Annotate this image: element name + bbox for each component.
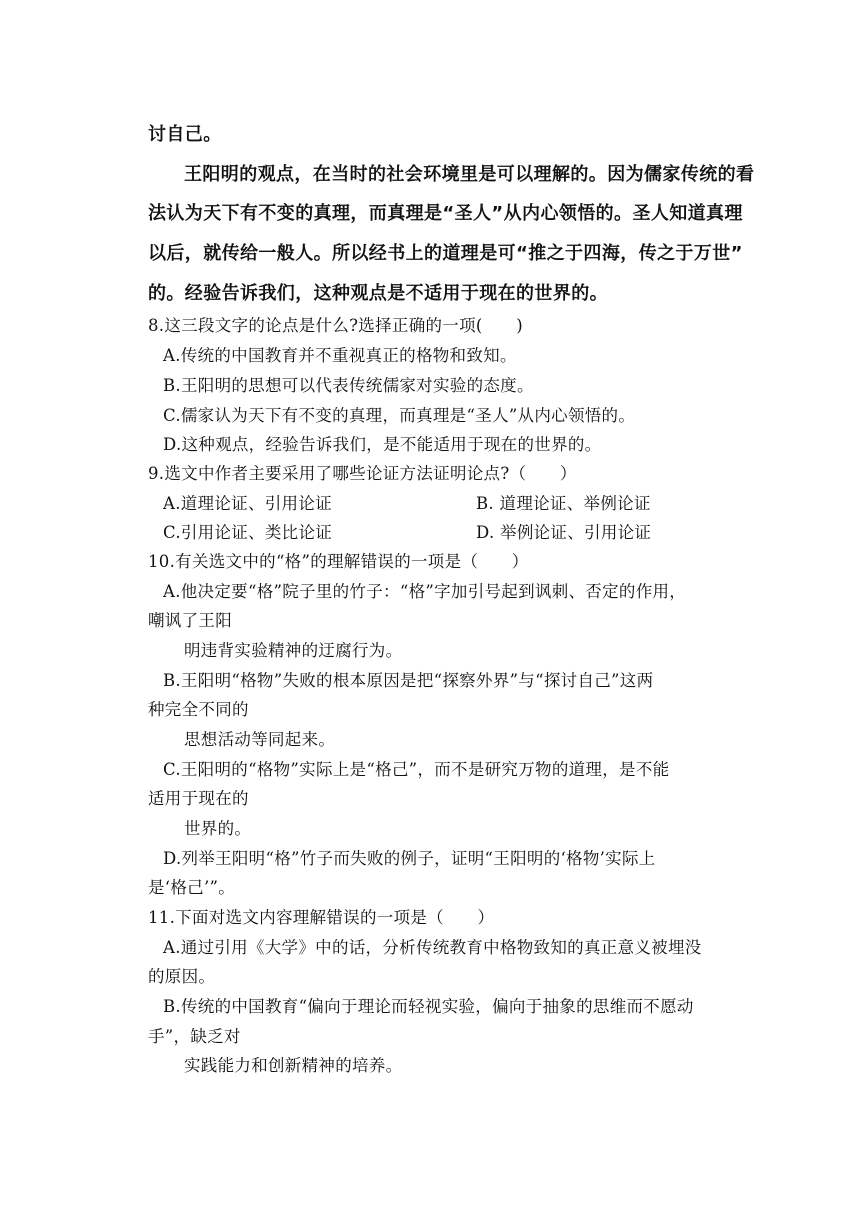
question-10-option-d-line: D.列举王阳明“格”竹子而失败的例子，证明“王阳明的‘格物’实际上 (163, 849, 656, 868)
question-10-option-b-line: B.王阳明“格物”失败的根本原因是把“探察外界”与“探讨自己”这两 (163, 671, 654, 690)
question-11-option-b-line: B.传统的中国教育“偏向于理论而轻视实验，偏向于抽象的思维而不愿动 (163, 997, 694, 1016)
question-10-option-c-line: 世界的。 (184, 819, 252, 838)
question-10-option-b-line: 思想活动等同起来。 (184, 730, 336, 749)
question-8-option-d: D.这种观点，经验告诉我们，是不能适用于现在的世界的。 (163, 435, 602, 454)
question-8-stem: 8.这三段文字的论点是什么?选择正确的一项( ) (148, 316, 523, 335)
question-11-stem: 11.下面对选文内容理解错误的一项是（ ） (148, 908, 495, 927)
question-11-option-b-line: 手”，缺乏对 (148, 1027, 241, 1046)
question-8-option-a: A.传统的中国教育并不重视真正的格物和致知。 (163, 346, 517, 365)
question-10-option-a-line: 明违背实验精神的迂腐行为。 (184, 641, 403, 660)
passage-line: 法认为天下有不变的真理，而真理是“圣人”从内心领悟的。圣人知道真理 (148, 203, 743, 224)
question-11-option-a-line: A.通过引用《大学》中的话，分析传统教育中格物致知的真正意义被埋没 (163, 938, 702, 957)
question-9-stem: 9.选文中作者主要采用了哪些论证方法证明论点?（ ） (148, 464, 577, 483)
question-10-option-a-line: 嘲讽了王阳 (148, 611, 232, 630)
question-10-stem: 10.有关选文中的“格”的理解错误的一项是（ ） (148, 552, 529, 571)
passage-line: 王阳明的观点，在当时的社会环境里是可以理解的。因为儒家传统的看 (184, 164, 755, 185)
question-11-option-a-line: 的原因。 (148, 967, 216, 986)
question-10-option-b-line: 种完全不同的 (148, 700, 249, 719)
passage-line: 以后，就传给一般人。所以经书上的道理是可“推之于四海，传之于万世” (148, 243, 743, 264)
question-9-option-b: B. 道理论证、举例论证 (476, 494, 651, 513)
question-10-option-c-line: C.王阳明的“格物”实际上是“格己”，而不是研究万物的道理，是不能 (163, 760, 670, 779)
question-9-option-d: D. 举例论证、引用论证 (476, 523, 652, 542)
question-9-option-a: A.道理论证、引用论证 (163, 494, 332, 513)
passage-line: 的。经验告诉我们，这种观点是不适用于现在的世界的。 (148, 283, 608, 304)
question-8-option-b: B.王阳明的思想可以代表传统儒家对实验的态度。 (163, 376, 534, 395)
passage-paragraph-end: 讨自己。 (148, 124, 222, 145)
question-11-option-b-line: 实践能力和创新精神的培养。 (184, 1056, 403, 1075)
question-10-option-d-line: 是‘格己’”。 (148, 878, 236, 897)
question-9-option-c: C.引用论证、类比论证 (163, 523, 333, 542)
question-8-option-c: C.儒家认为天下有不变的真理，而真理是“圣人”从内心领悟的。 (163, 406, 636, 425)
question-10-option-a-line: A.他决定要“格”院子里的竹子：“格”字加引号起到讽刺、否定的作用， (163, 582, 687, 601)
question-10-option-c-line: 适用于现在的 (148, 789, 249, 808)
